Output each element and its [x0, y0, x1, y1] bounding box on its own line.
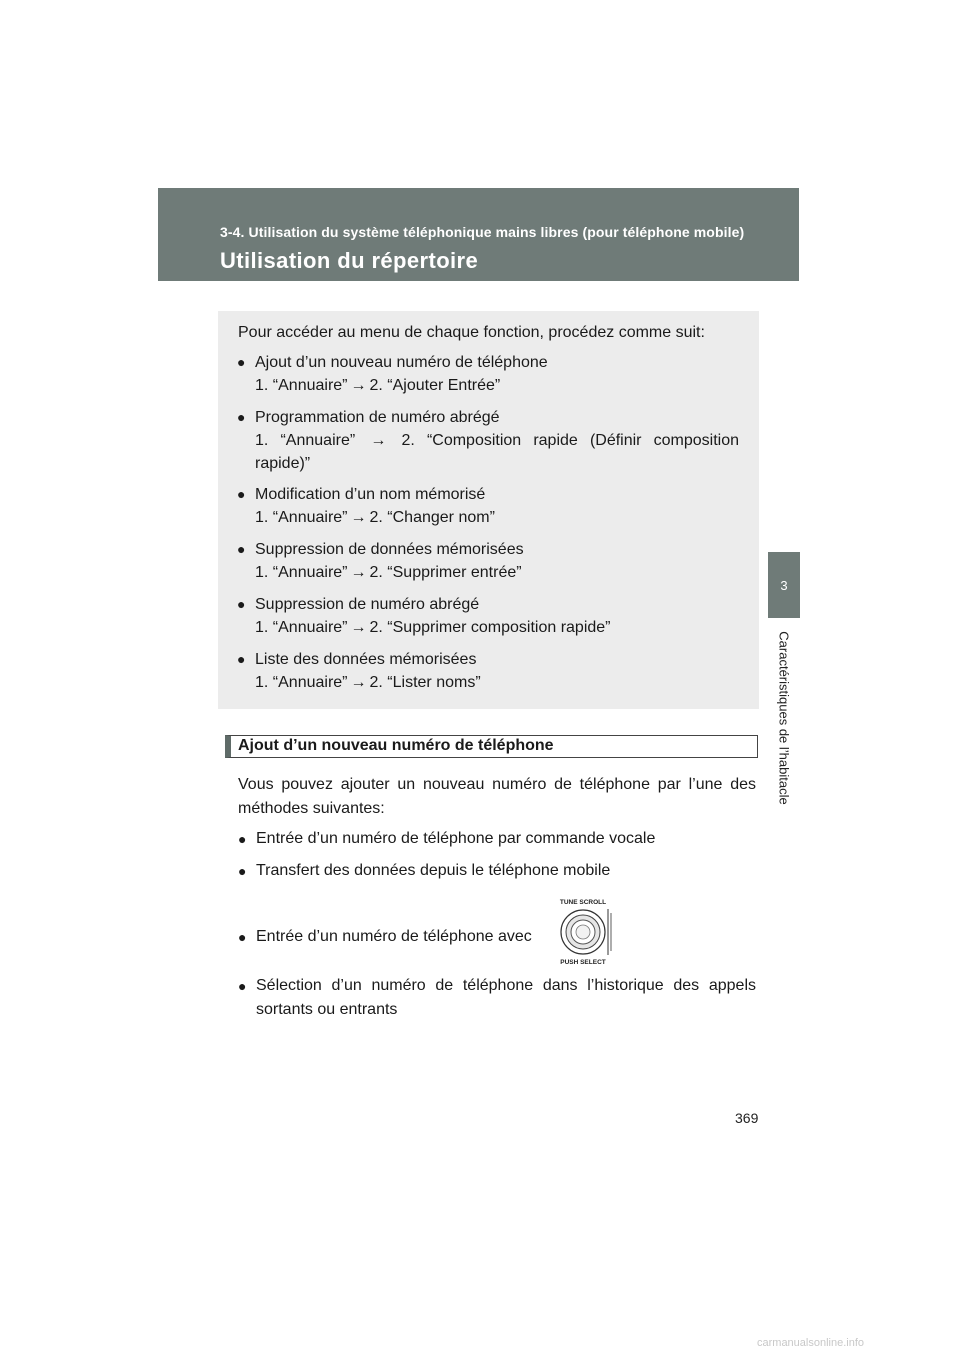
- knob-top-label: TUNE SCROLL: [559, 899, 607, 906]
- info-intro: Pour accéder au menu de chaque fonction, procédez comme suit:: [238, 324, 705, 341]
- chapter-number: 3: [780, 577, 788, 593]
- bullet-icon: ●: [237, 541, 246, 557]
- info-item-title: Suppression de données mémorisées: [255, 541, 524, 558]
- bullet-icon: ●: [238, 978, 247, 994]
- bullet-icon: ●: [237, 409, 246, 425]
- method-item: ● Entrée d’un numéro de téléphone par commande vocale: [256, 827, 756, 851]
- menu-path: 1. “Annuaire” → 2. “Supprimer composition rapide”: [255, 619, 611, 636]
- chapter-title: Caractéristiques de l’habitacle: [776, 631, 792, 805]
- bullet-icon: ●: [238, 929, 247, 945]
- section-label: 3-4. Utilisation du système téléphonique mains libres (pour téléphone mobile): [220, 224, 745, 240]
- bullet-icon: ●: [237, 596, 246, 612]
- section-intro: Vous pouvez ajouter un nouveau numéro de téléphone par l’une des méthodes suivantes:: [238, 776, 756, 817]
- method-item: ● Sélection d’un numéro de téléphone dans l’historique des appels sortants ou entrants: [256, 974, 756, 1022]
- arrow-icon: →: [350, 377, 367, 394]
- menu-path: 1. “Annuaire” → 2. “Changer nom”: [255, 509, 495, 526]
- chapter-tab: [768, 552, 800, 618]
- info-box: [218, 311, 759, 709]
- info-item: [237, 351, 739, 397]
- arrow-icon: →: [350, 619, 367, 636]
- page-title: Utilisation du répertoire: [220, 248, 479, 273]
- tune-scroll-knob-icon: [553, 895, 617, 967]
- info-item: [237, 538, 739, 584]
- method-item: ● Transfert des données depuis le téléphone mobile: [256, 859, 756, 883]
- page-number: 369: [735, 1110, 759, 1126]
- method-item: ● Entrée d’un numéro de téléphone avec: [256, 925, 756, 949]
- header-band: [158, 188, 799, 281]
- arrow-icon: →: [350, 564, 367, 581]
- bullet-icon: ●: [237, 651, 246, 667]
- watermark: carmanualsonline.info: [757, 1337, 865, 1349]
- bullet-icon: ●: [238, 831, 247, 847]
- info-item-title: Ajout d’un nouveau numéro de téléphone: [255, 354, 548, 371]
- menu-path: 1. “Annuaire” → 2. “Composition rapide (Définir composition: [255, 432, 740, 449]
- section-heading: [225, 735, 758, 758]
- menu-path: 1. “Annuaire” → 2. “Ajouter Entrée”: [255, 377, 501, 394]
- section-heading-text: Ajout d’un nouveau numéro de téléphone: [238, 737, 554, 754]
- info-item: [237, 593, 739, 639]
- bullet-icon: ●: [237, 354, 246, 370]
- info-item: [237, 483, 739, 529]
- info-item: ● Programmation de numéro abrégé 1. “Annuaire” → 2. “Composition rapide (Définir composition rapide)”: [255, 406, 739, 475]
- info-item-title: Modification d’un nom mémorisé: [255, 486, 486, 503]
- info-item: [237, 648, 739, 694]
- info-item-title: Liste des données mémorisées: [255, 651, 477, 668]
- bullet-icon: ●: [237, 486, 246, 502]
- arrow-icon: →: [350, 674, 367, 691]
- knob-bottom-label: PUSH SELECT: [560, 959, 606, 966]
- info-item-title: Programmation de numéro abrégé: [255, 409, 500, 426]
- info-item-title: Suppression de numéro abrégé: [255, 596, 480, 613]
- bullet-icon: ●: [238, 863, 247, 879]
- menu-path: 1. “Annuaire” → 2. “Lister noms”: [255, 674, 481, 691]
- arrow-icon: →: [370, 432, 387, 449]
- arrow-icon: →: [350, 509, 367, 526]
- menu-path: 1. “Annuaire” → 2. “Supprimer entrée”: [255, 564, 522, 581]
